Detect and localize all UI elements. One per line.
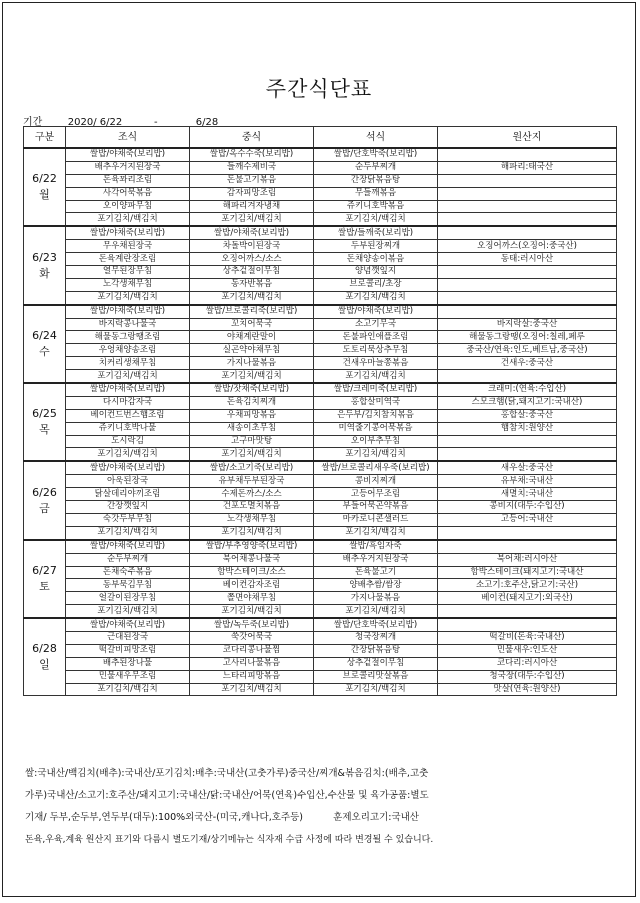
lunch-cell: 노각생채무침 [190, 513, 314, 526]
lunch-cell: 포기김치/백김치 [190, 526, 314, 539]
breakfast-cell: 포기김치/백김치 [66, 213, 190, 226]
header-breakfast: 조식 [66, 127, 190, 149]
origin-cell: 떡갈비(돈육:국내산) [438, 631, 617, 644]
day-date: 6/25 [32, 407, 57, 421]
breakfast-cell: 닭살데리야끼조림 [66, 488, 190, 501]
origin-cell: 함박스테이크(돼지고기:국내산 [438, 566, 617, 579]
breakfast-cell: 동부묵김무침 [66, 579, 190, 592]
dinner-cell: 양념깻잎지 [314, 266, 438, 279]
page-title: 주간식단표 [265, 77, 373, 101]
table-row [24, 631, 617, 644]
dinner-cell: 양배추쌈/쌈장 [314, 579, 438, 592]
breakfast-cell: 근대된장국 [66, 631, 190, 644]
lunch-cell: 베이컨감자조림 [190, 579, 314, 592]
header-category: 구분 [24, 127, 66, 149]
table-row [24, 422, 617, 435]
dinner-cell: 쌀밥/야채죽(보리밥) [314, 305, 438, 318]
breakfast-cell: 포기김치/백김치 [66, 291, 190, 304]
table-row [24, 148, 617, 161]
day-date: 6/26 [32, 485, 57, 499]
breakfast-cell: 떡갈비피망조림 [66, 644, 190, 657]
lunch-cell: 꼬치어묵국 [190, 318, 314, 331]
weekly-menu-table [23, 126, 617, 696]
period-label: 기간 [23, 117, 43, 128]
dinner-cell: 쌀밥/크레미죽(보리밥) [314, 383, 438, 396]
lunch-cell: 쌀밥/잣채죽(보리밥) [190, 383, 314, 396]
breakfast-cell: 다시마감자국 [66, 396, 190, 409]
header-lunch: 중식 [190, 127, 314, 149]
breakfast-cell: 사각어묵볶음 [66, 187, 190, 200]
dinner-cell: 은두부/김치참치볶음 [314, 409, 438, 422]
table-row [24, 579, 617, 592]
breakfast-cell: 도시락김 [66, 435, 190, 448]
table-row [24, 278, 617, 291]
header-origin: 원산지 [438, 127, 617, 149]
day-date: 6/28 [32, 642, 57, 656]
origin-cell: 콩비지(대두:수입산) [438, 501, 617, 514]
dinner-cell: 포기김치/백김치 [314, 605, 438, 618]
lunch-cell: 유부채두부된장국 [190, 475, 314, 488]
footer-line-3: 기재/ 두부,순두부,연두부(대두):100%외국산-(미국,캐나다,호주등) 훈제오리고기:국내산 [25, 812, 419, 823]
breakfast-cell: 오이양파무침 [66, 200, 190, 213]
lunch-cell: 고사리나물볶음 [190, 657, 314, 670]
breakfast-cell: 간장깻잎지 [66, 501, 190, 514]
breakfast-cell: 쌀밥/야채죽(보리밥) [66, 226, 190, 239]
table-row [24, 240, 617, 253]
breakfast-cell: 포기김치/백김치 [66, 605, 190, 618]
origin-cell: 해파리:태국산 [438, 161, 617, 174]
lunch-cell: 차돌박이된장국 [190, 240, 314, 253]
breakfast-cell: 돈육꽈리조림 [66, 174, 190, 187]
table-row [24, 683, 617, 696]
table-row [24, 383, 617, 396]
breakfast-cell: 아욱된장국 [66, 475, 190, 488]
table-row [24, 670, 617, 683]
dinner-cell: 쌀밥/흑임자죽 [314, 540, 438, 553]
breakfast-cell: 포기김치/백김치 [66, 448, 190, 461]
origin-cell [438, 618, 617, 631]
lunch-cell: 포기김치/백김치 [190, 291, 314, 304]
dinner-cell: 건새우마늘쫑볶음 [314, 357, 438, 370]
table-row [24, 605, 617, 618]
dinner-cell: 돈채양송이볶음 [314, 253, 438, 266]
lunch-cell: 수제돈까스/소스 [190, 488, 314, 501]
table-row [24, 592, 617, 605]
table-row [24, 488, 617, 501]
lunch-cell: 동자반볶음 [190, 278, 314, 291]
dinner-cell: 소고기무국 [314, 318, 438, 331]
period-end: 6/28 [195, 117, 219, 128]
table-row [24, 318, 617, 331]
lunch-cell: 우채피망볶음 [190, 409, 314, 422]
day-weekday: 수 [39, 344, 50, 358]
table-row [24, 435, 617, 448]
dinner-cell: 간장닭볶음탕 [314, 644, 438, 657]
breakfast-cell: 배추된장나물 [66, 657, 190, 670]
dinner-cell: 콩비지찌개 [314, 475, 438, 488]
lunch-cell: 포기김치/백김치 [190, 213, 314, 226]
table-row [24, 526, 617, 539]
dinner-cell: 순두부찌개 [314, 161, 438, 174]
lunch-cell: 쌀밥/옥수수죽(보리밥) [190, 148, 314, 161]
table-row [24, 200, 617, 213]
day-date: 6/24 [32, 328, 57, 342]
dinner-cell: 포기김치/백김치 [314, 683, 438, 696]
table-row [24, 513, 617, 526]
origin-cell [438, 148, 617, 161]
origin-cell [438, 200, 617, 213]
day-label [24, 226, 66, 304]
dinner-cell: 부들어묵곤약볶음 [314, 501, 438, 514]
lunch-cell: 포기김치/백김치 [190, 448, 314, 461]
dinner-cell: 마카로니콘샐러드 [314, 513, 438, 526]
origin-cell [438, 278, 617, 291]
day-label [24, 540, 66, 618]
lunch-cell: 쌀밥/녹두죽(보리밥) [190, 618, 314, 631]
table-row [24, 448, 617, 461]
period-dash: - [154, 117, 158, 128]
origin-cell: 건새우:중국산 [438, 357, 617, 370]
lunch-cell: 포기김치/백김치 [190, 605, 314, 618]
origin-cell [438, 526, 617, 539]
table-row [24, 226, 617, 239]
breakfast-cell: 돈육계란장조림 [66, 253, 190, 266]
origin-cell: 북어채:러시아산 [438, 553, 617, 566]
breakfast-cell: 순두부찌개 [66, 553, 190, 566]
origin-cell [438, 266, 617, 279]
table-row [24, 291, 617, 304]
lunch-cell: 상추겉절이무침 [190, 266, 314, 279]
origin-cell [438, 305, 617, 318]
origin-cell: 홍합살:중국산 [438, 409, 617, 422]
lunch-cell: 쌀밥/야채죽(보리밥) [190, 226, 314, 239]
menu-document [2, 2, 636, 897]
table-row [24, 331, 617, 344]
footer-line-4: 돈육,우육,계육 원산지 표기와 다름시 별도기재/상기메뉴는 식자재 수급 사정에 따라 변경될 수 있습니다. [25, 835, 434, 845]
dinner-cell: 청국장찌개 [314, 631, 438, 644]
origin-cell [438, 174, 617, 187]
lunch-cell: 돈불고기볶음 [190, 174, 314, 187]
dinner-cell: 도토리묵상추무침 [314, 344, 438, 357]
breakfast-cell: 쥬키니호박나물 [66, 422, 190, 435]
dinner-cell: 배추우거지된장국 [314, 553, 438, 566]
origin-cell: 베이컨(돼지고기:외국산) [438, 592, 617, 605]
breakfast-cell: 노각생채무침 [66, 278, 190, 291]
dinner-cell: 포기김치/백김치 [314, 213, 438, 226]
breakfast-cell: 베이컨드번스햄조림 [66, 409, 190, 422]
breakfast-cell: 숙갓두부무침 [66, 513, 190, 526]
lunch-cell: 돈육김치찌개 [190, 396, 314, 409]
origin-cell [438, 187, 617, 200]
origin-notes [25, 763, 621, 851]
origin-cell [438, 448, 617, 461]
table-row [24, 370, 617, 383]
table-row [24, 187, 617, 200]
breakfast-cell: 쌀밥/야채죽(보리밥) [66, 618, 190, 631]
dinner-cell: 쌀밥/단호박죽(보리밥) [314, 618, 438, 631]
day-weekday: 일 [39, 658, 50, 672]
dinner-cell: 포기김치/백김치 [314, 526, 438, 539]
lunch-cell: 실곤약야채무침 [190, 344, 314, 357]
lunch-cell: 해파리겨자냉채 [190, 200, 314, 213]
lunch-cell: 고구마맛탕 [190, 435, 314, 448]
breakfast-cell: 포기김치/백김치 [66, 370, 190, 383]
dinner-cell: 돈육불고기 [314, 566, 438, 579]
day-label [24, 148, 66, 226]
lunch-cell: 코다리콩나물찜 [190, 644, 314, 657]
day-weekday: 목 [39, 423, 50, 437]
origin-cell [438, 226, 617, 239]
origin-cell: 코다리:러시아산 [438, 657, 617, 670]
breakfast-cell: 포기김치/백김치 [66, 683, 190, 696]
day-date: 6/23 [32, 250, 57, 264]
breakfast-cell: 배추우거지된장국 [66, 161, 190, 174]
breakfast-cell: 포기김치/백김치 [66, 526, 190, 539]
table-row [24, 213, 617, 226]
dinner-cell: 가지나물볶음 [314, 592, 438, 605]
origin-cell [438, 291, 617, 304]
dinner-cell: 쥬키니호박볶음 [314, 200, 438, 213]
lunch-cell: 야채계란말이 [190, 331, 314, 344]
origin-cell: 새우살:중국산 [438, 461, 617, 474]
lunch-cell: 쫄면야채무침 [190, 592, 314, 605]
breakfast-cell: 바지락콩나물국 [66, 318, 190, 331]
dinner-cell: 오이부추무침 [314, 435, 438, 448]
lunch-cell: 감자피망조림 [190, 187, 314, 200]
header-row [24, 127, 617, 149]
breakfast-cell: 얼갈이된장무침 [66, 592, 190, 605]
footer-line-2: 가루)국내산/소고기:호주산/돼지고기:국내산/닭:국내산/어묵(연육)수입산,수산물 및 육가공품:별도 [25, 790, 429, 801]
day-label [24, 618, 66, 696]
dinner-cell: 두부된장찌개 [314, 240, 438, 253]
dinner-cell: 무들깨볶음 [314, 187, 438, 200]
origin-cell: 유부채:국내산 [438, 475, 617, 488]
table-row [24, 344, 617, 357]
day-label [24, 383, 66, 461]
dinner-cell: 포기김치/백김치 [314, 291, 438, 304]
day-weekday: 토 [39, 579, 50, 593]
breakfast-cell: 열무된장무침 [66, 266, 190, 279]
day-label [24, 305, 66, 383]
footer-line-1: 쌀:국내산/백김치(배추):국내산/포기김치:배추:국내산(고춧가루)중국산/찌개&볶음김치:(배추,고춧 [25, 768, 429, 779]
table-row [24, 553, 617, 566]
day-label [24, 461, 66, 539]
dinner-cell: 포기김치/백김치 [314, 370, 438, 383]
dinner-cell: 쌀밥/단호박죽(보리밥) [314, 148, 438, 161]
table-row [24, 540, 617, 553]
table-row [24, 657, 617, 670]
origin-cell: 중국산/연육:인도,베트남,중국산) [438, 344, 617, 357]
table-row [24, 475, 617, 488]
origin-cell: 청국장(대두:수입산) [438, 670, 617, 683]
breakfast-cell: 쌀밥/야채죽(보리밥) [66, 148, 190, 161]
origin-cell: 맛살(연육:원양산) [438, 683, 617, 696]
table-row [24, 501, 617, 514]
breakfast-cell: 치커리생채무침 [66, 357, 190, 370]
lunch-cell: 쌀밥/브로콜리죽(보리밥) [190, 305, 314, 318]
lunch-cell: 쑥갓어묵국 [190, 631, 314, 644]
lunch-cell: 새송이초무침 [190, 422, 314, 435]
day-weekday: 금 [39, 501, 50, 515]
header-dinner: 석식 [314, 127, 438, 149]
origin-cell [438, 540, 617, 553]
dinner-cell: 쌀밥/들깨죽(보리밥) [314, 226, 438, 239]
lunch-cell: 함박스테이크/소스 [190, 566, 314, 579]
lunch-cell: 쌀밥/소고기죽(보리밥) [190, 461, 314, 474]
dinner-cell: 미역줄기콩어묵볶음 [314, 422, 438, 435]
breakfast-cell: 해물동그랑땡조림 [66, 331, 190, 344]
menu-body [24, 148, 617, 696]
breakfast-cell: 쌀밥/야채죽(보리밥) [66, 383, 190, 396]
dinner-cell: 브로콜리/초장 [314, 278, 438, 291]
day-weekday: 화 [39, 266, 50, 280]
origin-cell: 동태:러시아산 [438, 253, 617, 266]
table-row [24, 305, 617, 318]
origin-cell [438, 435, 617, 448]
breakfast-cell: 민물새우무조림 [66, 670, 190, 683]
dinner-cell: 포기김치/백김치 [314, 448, 438, 461]
origin-cell: 민물새우:인도산 [438, 644, 617, 657]
origin-cell: 햄참치:원양산 [438, 422, 617, 435]
day-date: 6/22 [32, 172, 57, 186]
lunch-cell: 가지나물볶음 [190, 357, 314, 370]
dinner-cell: 홍합살미역국 [314, 396, 438, 409]
lunch-cell: 쌀밥/부추영양죽(보리밥) [190, 540, 314, 553]
origin-cell: 고등어:국내산 [438, 513, 617, 526]
dinner-cell: 간장닭볶음탕 [314, 174, 438, 187]
origin-cell: 오징어까스(오징어:중국산) [438, 240, 617, 253]
lunch-cell: 오징어까스/소스 [190, 253, 314, 266]
breakfast-cell: 돈채숙주볶음 [66, 566, 190, 579]
table-row [24, 409, 617, 422]
origin-cell [438, 605, 617, 618]
day-date: 6/27 [32, 563, 57, 577]
table-row [24, 461, 617, 474]
breakfast-cell: 쌀밥/야채죽(보리밥) [66, 461, 190, 474]
dinner-cell: 쌀밥/브로콜리새우죽(보리밥) [314, 461, 438, 474]
table-row [24, 161, 617, 174]
breakfast-cell: 우엉채양송조림 [66, 344, 190, 357]
origin-cell: 해물동그랑땡(오징어:칠레,페루 [438, 331, 617, 344]
table-row [24, 566, 617, 579]
breakfast-cell: 쌀밥/야채죽(보리밥) [66, 540, 190, 553]
table-row [24, 396, 617, 409]
period-start: 2020/ 6/22 [67, 117, 123, 128]
table-row [24, 357, 617, 370]
breakfast-cell: 쌀밥/야채죽(보리밥) [66, 305, 190, 318]
dinner-cell: 상추겉절이무침 [314, 657, 438, 670]
lunch-cell: 건포도멸치볶음 [190, 501, 314, 514]
table-row [24, 618, 617, 631]
dinner-cell: 돈불파인애플조림 [314, 331, 438, 344]
dinner-cell: 고등어무조림 [314, 488, 438, 501]
lunch-cell: 느타리피망볶음 [190, 670, 314, 683]
table-row [24, 266, 617, 279]
table-row [24, 174, 617, 187]
table-row [24, 644, 617, 657]
origin-cell: 바지락살:중국산 [438, 318, 617, 331]
lunch-cell: 포기김치/백김치 [190, 370, 314, 383]
dinner-cell: 브로콜리맛살볶음 [314, 670, 438, 683]
origin-cell [438, 370, 617, 383]
day-weekday: 월 [39, 188, 50, 202]
origin-cell: 새멸치:국내산 [438, 488, 617, 501]
origin-cell: 스모크햄(닭,돼지고기:국내산) [438, 396, 617, 409]
breakfast-cell: 무우채된장국 [66, 240, 190, 253]
origin-cell [438, 213, 617, 226]
lunch-cell: 북어채콩나물국 [190, 553, 314, 566]
origin-cell: 크래미:(연육:수입산) [438, 383, 617, 396]
lunch-cell: 포기김치/백김치 [190, 683, 314, 696]
table-row [24, 253, 617, 266]
lunch-cell: 들깨수제비국 [190, 161, 314, 174]
origin-cell: 소고기:호주산,닭고기:국산) [438, 579, 617, 592]
